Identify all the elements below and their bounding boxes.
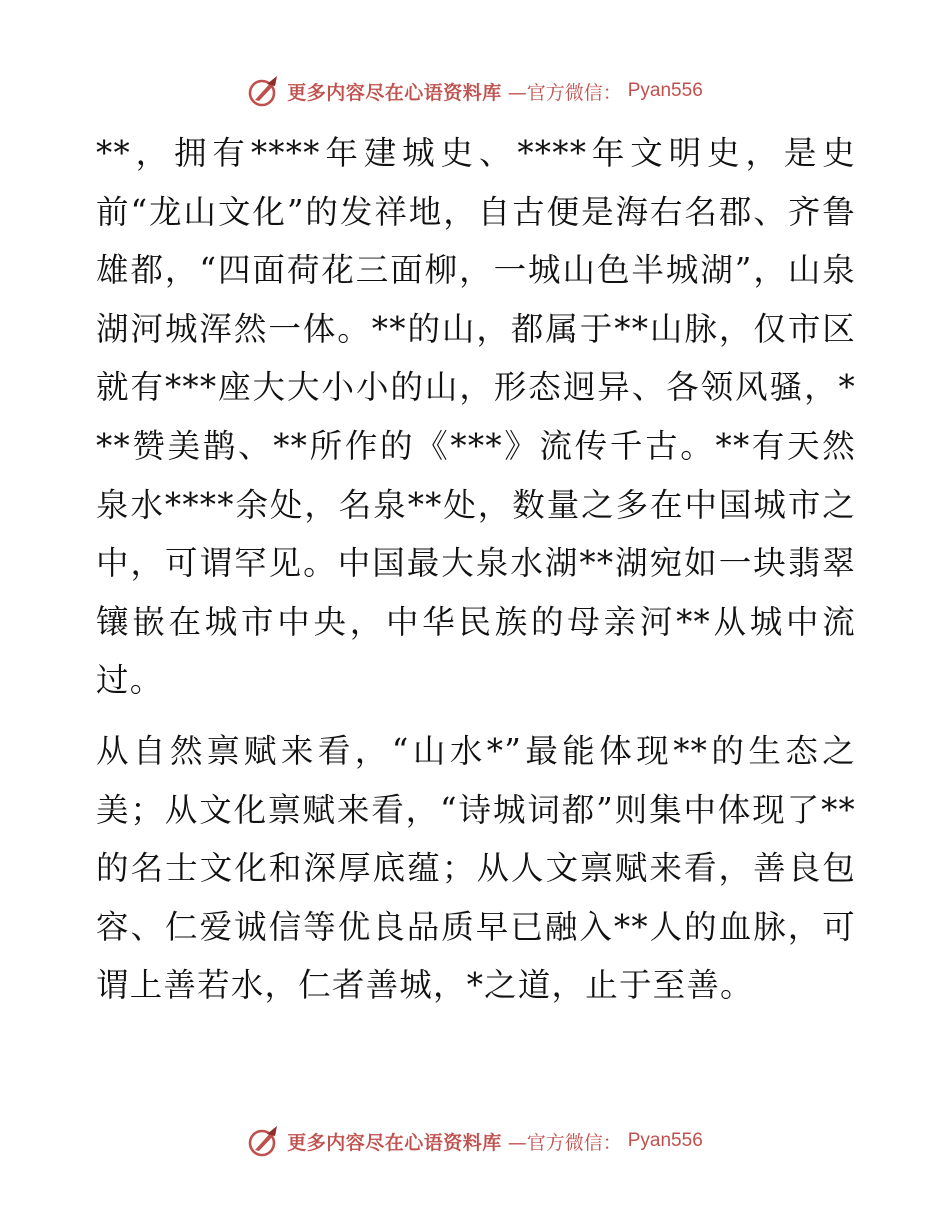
footer-rest-text: —官方微信： [507, 1131, 622, 1154]
header-main-text: 更多内容尽在心语资料库 [287, 81, 502, 104]
quill-logo-icon [247, 74, 281, 108]
header-banner [0, 74, 950, 108]
header-rest-text: —官方微信： [507, 81, 622, 104]
quill-logo-icon [247, 1124, 281, 1158]
document-body [96, 124, 856, 1015]
footer-main-text: 更多内容尽在心语资料库 [287, 1131, 502, 1154]
paragraph-1: **，拥有****年建城史、****年文明史，是史前“龙山文化”的发祥地，自古便是海右名郡、齐鲁雄都，“四面荷花三面柳，一城山色半城湖”，山泉湖河城浑然一体。**的山，都属于**山脉，仅市区就有***座大大小小的山，形态迥异、各领风骚，***赞美鹊、**所作的《***》流传千古。**有天然泉水****余处，名泉**处，数量之多在中国城市之中，可谓罕见。中国最大泉水湖**湖宛如一块翡翠镶嵌在城市中央，中华民族的母亲河**从城中流过。 [96, 134, 856, 700]
footer-wechat-id: Pyan556 [627, 1130, 703, 1151]
paragraph-2: 从自然禀赋来看，“山水*”最能体现**的生态之美；从文化禀赋来看，“诗城词都”则集中体现了**的名士文化和深厚底蕴；从人文禀赋来看，善良包容、仁爱诚信等优良品质早已融入**人的血脉，可谓上善若水，仁者善城，*之道，止于至善。 [96, 731, 856, 1005]
header-wechat-id: Pyan556 [627, 80, 703, 101]
footer-banner [0, 1124, 950, 1158]
